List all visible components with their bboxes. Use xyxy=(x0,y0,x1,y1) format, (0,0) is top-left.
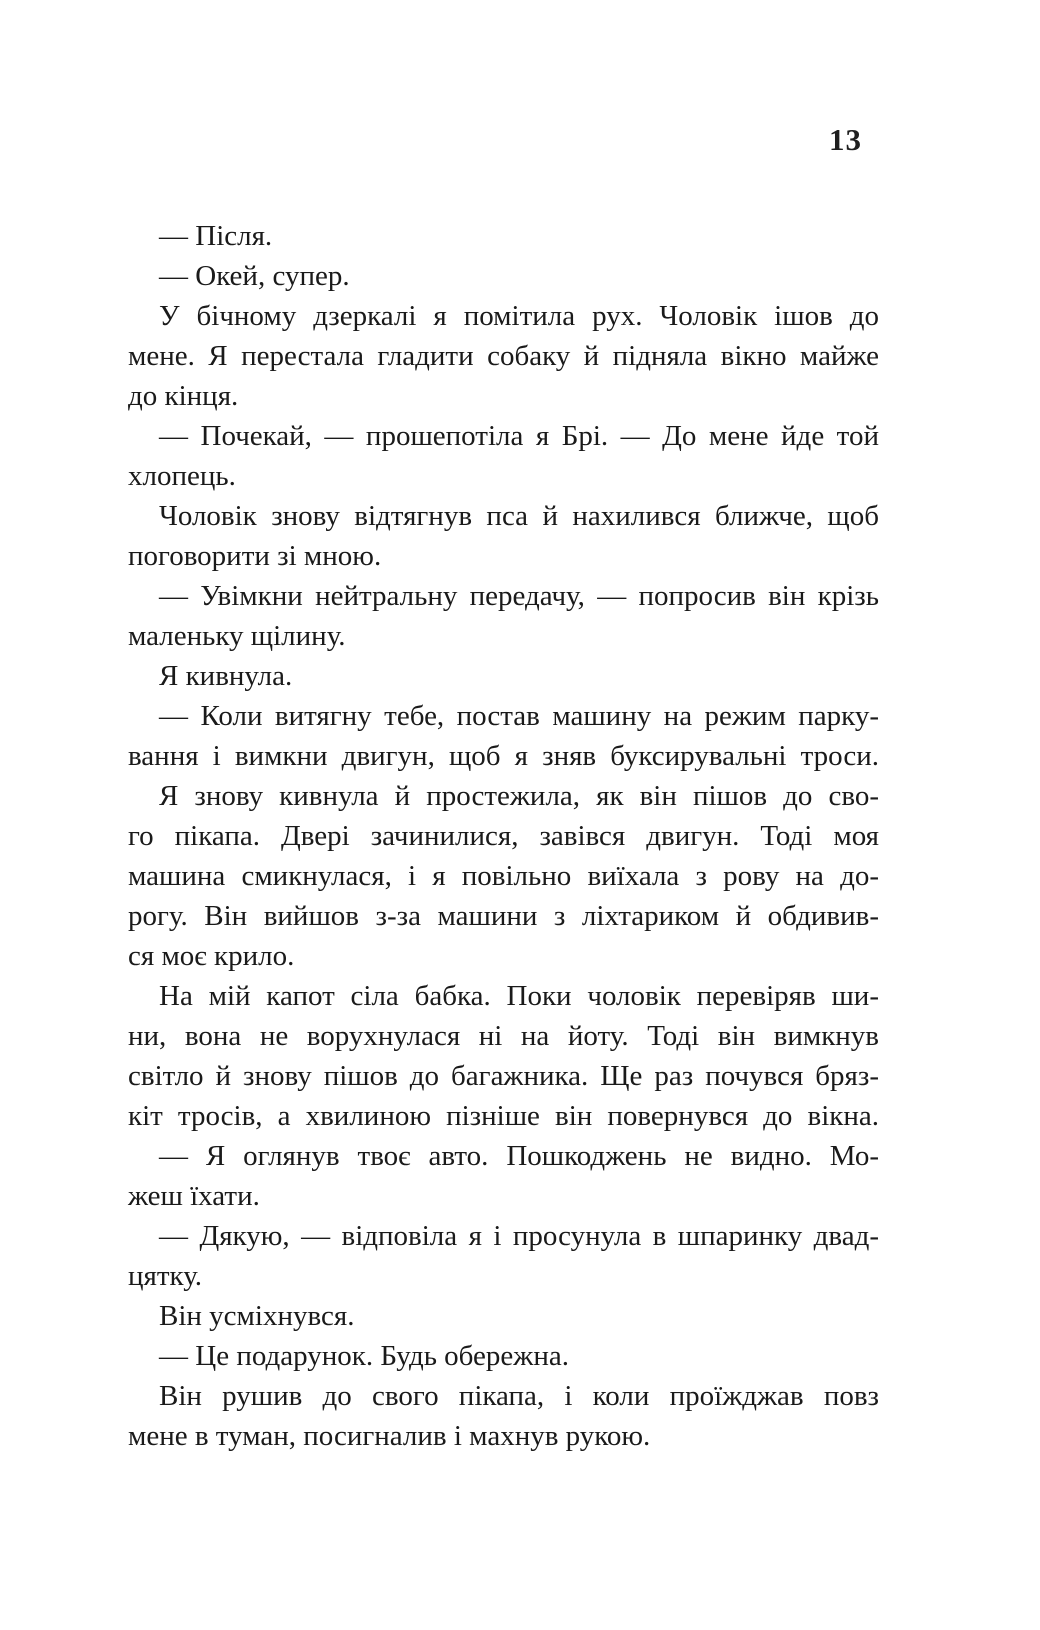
text-line: — Після. xyxy=(159,220,273,252)
paragraph xyxy=(128,296,879,416)
paragraph xyxy=(128,976,879,1136)
text-line: — Я оглянув твоє авто. Пошкоджень не видно. Мо- xyxy=(159,1140,879,1172)
text-line: хлопець. xyxy=(128,460,236,492)
text-line: Я знову кивнула й простежила, як він пішов до сво- xyxy=(159,780,879,812)
paragraph xyxy=(128,576,879,656)
paragraph xyxy=(128,416,879,496)
text-block xyxy=(128,216,879,1456)
text-line: кіт тросів, а хвилиною пізніше він повернувся до вікна. xyxy=(128,1100,879,1132)
text-line: — Коли витягну тебе, постав машину на режим парку- xyxy=(159,700,879,732)
text-line: Я кивнула. xyxy=(159,660,293,692)
text-line: поговорити зі мною. xyxy=(128,540,382,572)
text-line: — Увімкни нейтральну передачу, — попросив він крізь xyxy=(159,580,879,612)
paragraph xyxy=(128,1296,879,1336)
text-line: — Почекай, — прошепотіла я Брі. — До мене йде той xyxy=(159,420,879,452)
text-line: го пікапа. Двері зачинилися, завівся двигун. Тоді моя xyxy=(128,820,879,852)
text-line: — Це подарунок. Будь обережна. xyxy=(159,1340,569,1372)
text-line: світло й знову пішов до багажника. Ще раз почувся бряз- xyxy=(128,1060,879,1092)
paragraph xyxy=(128,256,879,296)
text-line: ни, вона не ворухнулася ні на йоту. Тоді він вимкнув xyxy=(128,1020,879,1052)
text-line: Чоловік знову відтягнув пса й нахилився ближче, щоб xyxy=(159,500,879,532)
paragraph xyxy=(128,1136,879,1216)
paragraph xyxy=(128,1376,879,1456)
text-line: Він рушив до свого пікапа, і коли проїжджав повз xyxy=(159,1380,879,1412)
text-line: На мій капот сіла бабка. Поки чоловік перевіряв ши- xyxy=(159,980,879,1012)
text-line: У бічному дзеркалі я помітила рух. Чоловік ішов до xyxy=(159,300,879,332)
text-line: мене. Я перестала гладити собаку й підняла вікно майже xyxy=(128,340,879,372)
text-line: маленьку щілину. xyxy=(128,620,346,652)
paragraph xyxy=(128,496,879,576)
paragraph xyxy=(128,216,879,256)
paragraph xyxy=(128,696,879,776)
text-line: рогу. Він вийшов з-за машини з ліхтариком й обдивив- xyxy=(128,900,879,932)
text-line: мене в туман, посигналив і махнув рукою. xyxy=(128,1420,651,1452)
paragraph xyxy=(128,656,879,696)
text-line: цятку. xyxy=(128,1260,203,1292)
text-line: машина смикнулася, і я повільно виїхала з рову на до- xyxy=(128,860,879,892)
text-line: ся моє крило. xyxy=(128,940,295,972)
text-line: жеш їхати. xyxy=(128,1180,260,1212)
text-line: до кінця. xyxy=(128,380,239,412)
text-line: вання і вимкни двигун, щоб я зняв буксирувальні троси. xyxy=(128,740,879,772)
text-line: — Дякую, — відповіла я і просунула в шпаринку двад- xyxy=(159,1220,879,1252)
paragraph xyxy=(128,776,879,976)
text-line: — Окей, супер. xyxy=(159,260,350,292)
paragraph xyxy=(128,1216,879,1296)
text-line: Він усміхнувся. xyxy=(159,1300,355,1332)
page-number: 13 xyxy=(829,122,862,157)
paragraph xyxy=(128,1336,879,1376)
